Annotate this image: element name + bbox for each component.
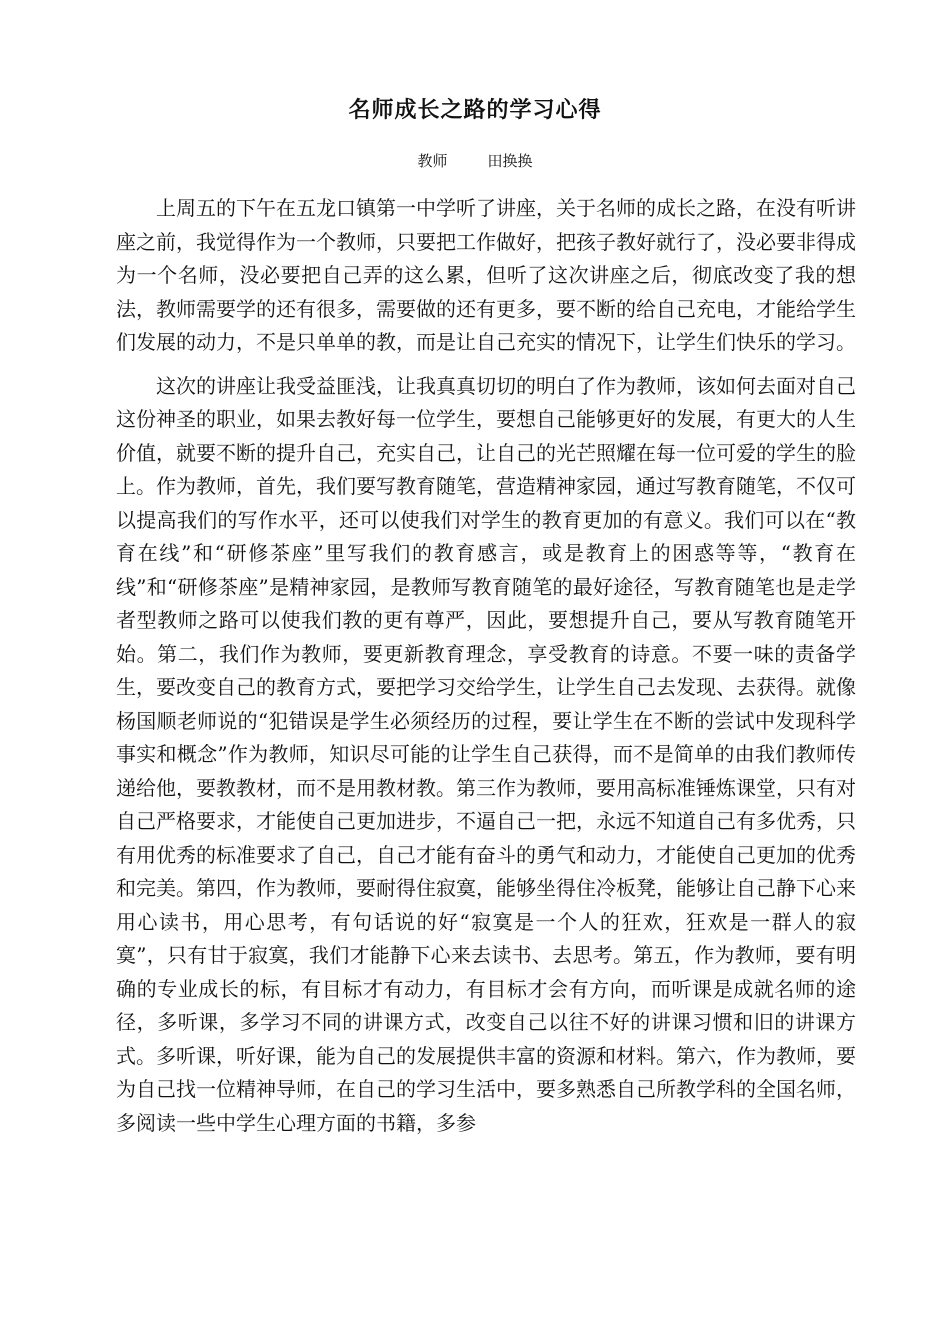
paragraph-2: 这次的讲座让我受益匪浅，让我真真切切的明白了作为教师，该如何去面对自己这份神圣的职业，如果去教好每一位学生，要想自己能够更好的发展，有更大的人生价值，就要不断的提升自己，充实自己，让自己的光芒照耀在每一位可爱的学生的脸上。作为教师，首先，我们要写教育随笔，营造精神家园，通过写教育随笔，不仅可以提高我们的写作水平，还可以使我们对学生的教育更加的有意义。我们可以在“教育在线”和“研修茶座”里写我们的教育感言，或是教育上的困惑等等，“教育在线”和“研修茶座”是精神家园，是教师写教育随笔的最好途径，写教育随笔也是走学者型教师之路可以使我们教的更有尊严，因此，要想提升自己，要从写教育随笔开始。第二，我们作为教师，要更新教育理念，享受教育的诗意。不要一味的责备学生，要改变自己的教育方式，要把学习交给学生，让学生自己去发现、去获得。就像杨国顺老师说的“犯错误是学生必须经历的过程，要让学生在不断的尝试中发现科学事实和概念”作为教师，知识尽可能的让学生自己获得，而不是简单的由我们教师传递给他，要教教材，而不是用教材教。第三作为教师，要用高标准锤炼课堂，只有对自己严格要求，才能使自己更加进步，不逼自己一把，永远不知道自己有多优秀，只有用优秀的标准要求了自己，自己才能有奋斗的勇气和动力，才能使自己更加的优秀和完美。第四，作为教师，要耐得住寂寞，能够坐得住冷板凳，能够让自己静下心来用心读书，用心思考，有句话说的好“寂寞是一个人的狂欢，狂欢是一群人的寂寞”，只有甘于寂寞，我们才能静下心来去读书、去思考。第五，作为教师，要有明确的专业成长的标，有目标才有动力，有目标才会有方向，而听课是成就名师的途径，多听课，多学习不同的讲课方式，改变自己以往不好的讲课习惯和旧的讲课方式。多听课，听好课，能为自己的发展提供丰富的资源和材料。第六，作为教师，要为自己找一位精神导师，在自己的学习生活中，要多熟悉自己所教学科的全国名师，多阅读一些中学生心理方面的书籍，多参	[116, 373, 856, 1135]
paragraph-1: 上周五的下午在五龙口镇第一中学听了讲座，关于名师的成长之路，在没有听讲座之前，我觉得作为一个教师，只要把工作做好，把孩子教好就行了，没必要非得成为一个名师，没必要把自己弄的这么累，但听了这次讲座之后，彻底改变了我的想法，教师需要学的还有很多，需要做的还有更多，要不断的给自己充电，才能给学生们发展的动力，不是只单单的教，而是让自己充实的情况下，让学生们快乐的学习。	[116, 196, 856, 354]
document-title: 名师成长之路的学习心得	[348, 98, 602, 123]
document-body	[116, 192, 856, 1140]
author-line	[0, 150, 950, 172]
author-role: 教师	[417, 152, 448, 170]
author-name: 田换换	[487, 152, 533, 170]
